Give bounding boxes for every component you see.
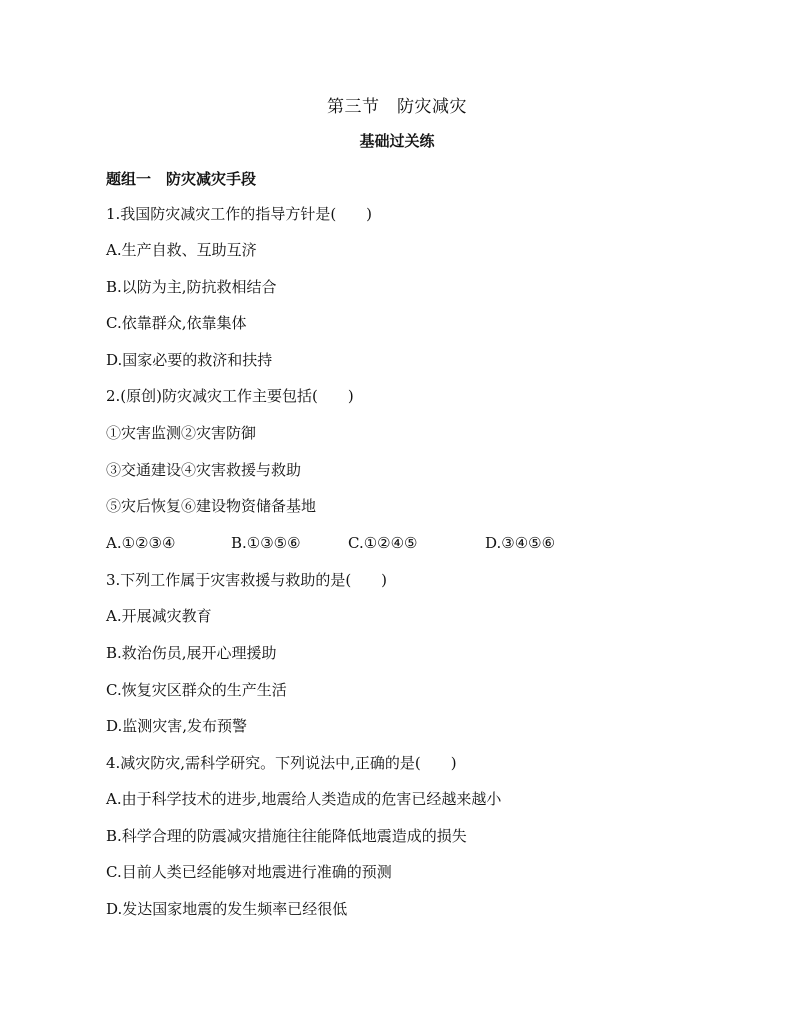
question-1-option-b: B.以防为主,防抗救相结合 — [106, 278, 277, 296]
question-1-option-d: D.国家必要的救济和扶持 — [106, 351, 273, 369]
question-2-option-b: B.①③⑤⑥ — [231, 534, 301, 552]
question-2-item-line-2: ③交通建设④灾害救援与救助 — [106, 461, 302, 479]
section-subtitle: 基础过关练 — [359, 132, 435, 150]
question-2-stem: 2.(原创)防灾减灾工作主要包括( ) — [106, 387, 354, 405]
question-1-option-c: C.依靠群众,依靠集体 — [106, 314, 247, 332]
question-4-option-a: A.由于科学技术的进步,地震给人类造成的危害已经越来越小 — [106, 790, 502, 808]
question-1-option-a: A.生产自救、互助互济 — [106, 241, 257, 259]
question-3-option-d: D.监测灾害,发布预警 — [106, 717, 248, 735]
question-3-stem: 3.下列工作属于灾害救援与救助的是( ) — [106, 571, 388, 589]
question-2-item-line-1: ①灾害监测②灾害防御 — [106, 424, 257, 442]
question-3-option-c: C.恢复灾区群众的生产生活 — [106, 681, 287, 699]
question-4-option-d: D.发达国家地震的发生频率已经很低 — [106, 900, 348, 918]
question-4-option-b: B.科学合理的防震减灾措施往往能降低地震造成的损失 — [106, 827, 467, 845]
question-2-options-row — [106, 533, 706, 553]
question-2-item-line-3: ⑤灾后恢复⑥建设物资储备基地 — [106, 497, 317, 515]
question-2-option-a: A.①②③④ — [106, 534, 176, 552]
question-3-option-a: A.开展减灾教育 — [106, 607, 212, 625]
question-4-option-c: C.目前人类已经能够对地震进行准确的预测 — [106, 863, 392, 881]
group-heading: 题组一 防灾减灾手段 — [106, 170, 257, 188]
question-2-option-d: D.③④⑤⑥ — [485, 534, 556, 552]
section-title: 第三节 防灾减灾 — [327, 97, 467, 117]
question-3-option-b: B.救治伤员,展开心理援助 — [106, 644, 277, 662]
question-1-stem: 1.我国防灾减灾工作的指导方针是( ) — [106, 205, 373, 223]
question-2-option-c: C.①②④⑤ — [348, 534, 418, 552]
question-4-stem: 4.减灾防灾,需科学研究。下列说法中,正确的是( ) — [106, 754, 457, 772]
